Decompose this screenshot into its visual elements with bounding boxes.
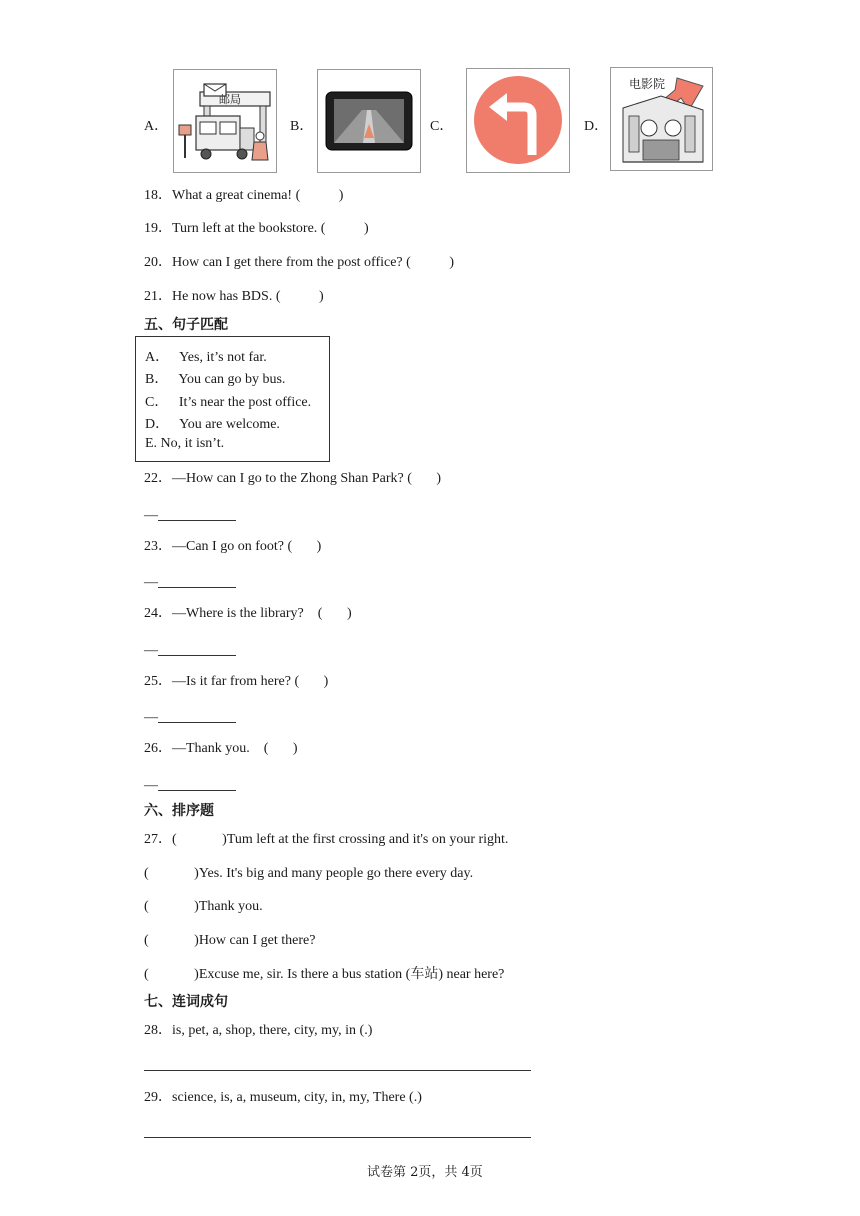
ordering-line: ( )Yes. It's big and many people go there every day. [144,866,474,881]
question-28: 28．is, pet, a, shop, there, city, my, in (.) [144,1023,373,1038]
question-23: 23．—Can I go on foot? ( ) [144,539,322,554]
ordering-line-27: 27．( )Tum left at the first crossing and it's on your right. [144,832,509,847]
option-d-letter: D． [584,119,609,134]
answer-line-28[interactable] [144,1070,531,1071]
answer-line-26[interactable] [158,790,236,791]
answer-prefix-23: — [144,575,158,590]
choice-a: A． Yes, it’s not far. [145,350,267,365]
answer-prefix-24: — [144,643,158,658]
answer-line-22[interactable] [158,520,236,521]
cinema-picture [610,67,713,171]
answer-line-25[interactable] [158,722,236,723]
post-office-icon [174,70,276,172]
choice-e: E. No, it isn’t. [145,436,225,451]
post-office-picture [173,69,277,173]
choice-b: B． You can go by bus. [145,372,286,387]
question-26: 26．—Thank you. ( ) [144,741,298,756]
option-b-letter: B． [290,119,314,134]
answer-prefix-26: — [144,778,158,793]
ordering-line: ( )Excuse me, sir. Is there a bus station (车站) near here? [144,967,505,982]
question-20: 20．How can I get there from the post office? ( ) [144,255,454,270]
answer-line-29[interactable] [144,1137,531,1138]
answer-choices-box [135,336,330,462]
answer-prefix-25: — [144,710,158,725]
turn-left-sign-picture [466,68,570,173]
cinema-sign-text: 电影院 [629,77,666,91]
option-c-letter: C． [430,119,454,134]
cinema-icon [611,68,712,170]
question-24: 24．—Where is the library? ( ) [144,606,352,621]
question-21: 21．He now has BDS. ( ) [144,289,324,304]
question-22: 22．—How can I go to the Zhong Shan Park? ( ) [144,471,442,486]
answer-line-24[interactable] [158,655,236,656]
page-footer: 试卷第 2页，共 4页 [367,1165,483,1180]
turn-left-sign-icon [467,69,569,172]
section-5-title: 五、句子匹配 [144,317,228,333]
question-18: 18．What a great cinema! ( ) [144,188,344,203]
navigator-picture [317,69,421,173]
question-25: 25．—Is it far from here? ( ) [144,674,329,689]
choice-d: D． You are welcome. [145,417,280,432]
section-6-title: 六、排序题 [144,803,214,819]
option-a-letter: A． [144,119,169,134]
gps-navigator-icon [318,70,420,172]
answer-prefix-22: — [144,508,158,523]
answer-line-23[interactable] [158,587,236,588]
post-office-sign-text: 邮局 [219,93,241,106]
question-19: 19．Turn left at the bookstore. ( ) [144,221,369,236]
ordering-line: ( )How can I get there? [144,933,316,948]
ordering-line: ( )Thank you. [144,899,263,914]
section-7-title: 七、连词成句 [144,994,228,1010]
question-29: 29．science, is, a, museum, city, in, my, There (.) [144,1090,422,1105]
choice-c: C． It’s near the post office. [145,395,312,410]
